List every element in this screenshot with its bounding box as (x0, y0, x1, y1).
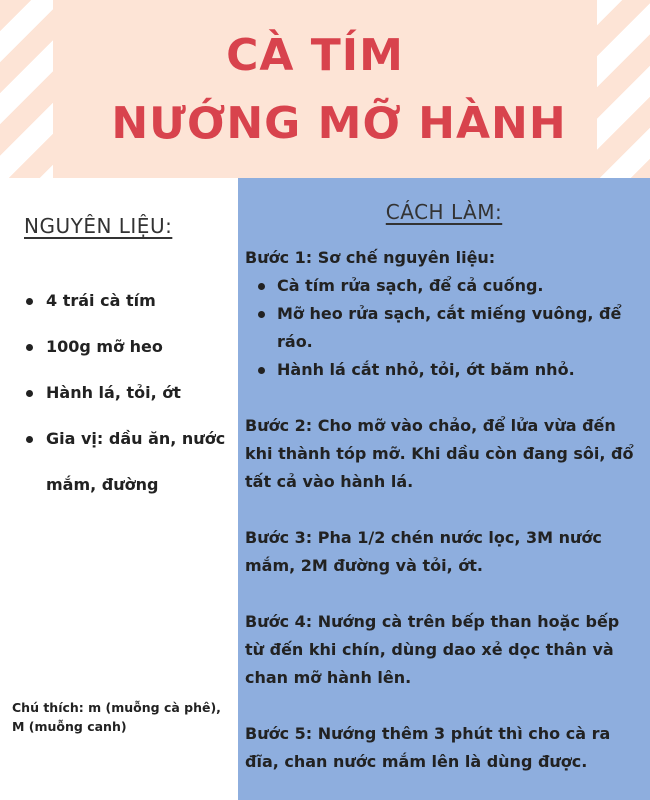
step-1-item (245, 356, 643, 384)
method-title: CÁCH LÀM: (385, 200, 503, 224)
ingredient-label: Hành lá, tỏi, ớt (46, 383, 181, 402)
footnote: Chú thích: m (muỗng cà phê), M (muỗng canh) (12, 700, 221, 734)
spacer (245, 496, 643, 524)
step-1-item-text: Mỡ heo rửa sạch, cắt miếng vuông, để ráo. (277, 304, 622, 351)
ingredient-label: Gia vị: dầu ăn, nước mắm, đường (46, 429, 226, 494)
step-3: Bước 3: Pha 1/2 chén nước lọc, 3M nước mắm, 2M đường và tỏi, ớt. (245, 528, 602, 575)
step-2: Bước 2: Cho mỡ vào chảo, để lửa vừa đến khi thành tóp mỡ. Khi dầu còn đang sôi, đổ tất cả vào hành lá. (245, 416, 634, 491)
ingredient-item (22, 324, 232, 370)
step-1-title: Bước 1: Sơ chế nguyên liệu: (245, 248, 496, 267)
step-4: Bước 4: Nướng cà trên bếp than hoặc bếp từ đến khi chín, dùng dao xẻ dọc thân và chan mỡ hành lên. (245, 612, 620, 687)
title-line-2: NƯỚNG MỠ HÀNH (111, 98, 567, 149)
bullet-icon (258, 283, 265, 290)
steps (245, 244, 643, 776)
header-panel (53, 0, 597, 178)
ingredients-title: NGUYÊN LIỆU: (24, 214, 173, 238)
method-column (238, 178, 650, 800)
bullet-icon (26, 390, 33, 397)
ingredient-label: 100g mỡ heo (46, 337, 163, 356)
spacer (245, 384, 643, 412)
bullet-icon (258, 311, 265, 318)
step-1-item-text: Cà tím rửa sạch, để cả cuống. (277, 276, 544, 295)
bullet-icon (26, 436, 33, 443)
ingredient-item (22, 278, 232, 324)
step-1-item-text: Hành lá cắt nhỏ, tỏi, ớt băm nhỏ. (277, 360, 575, 379)
step-1-list (245, 272, 643, 384)
ingredient-item (22, 416, 232, 508)
step-1-item (245, 272, 643, 300)
spacer (245, 580, 643, 608)
bullet-icon (26, 298, 33, 305)
step-5: Bước 5: Nướng thêm 3 phút thì cho cà ra đĩa, chan nước mắm lên là dùng được. (245, 724, 611, 771)
ingredients-list (22, 278, 232, 508)
ingredients-column (0, 178, 238, 800)
step-1-item (245, 300, 643, 356)
header (0, 0, 650, 178)
ingredient-label: 4 trái cà tím (46, 291, 156, 310)
title-line-1: CÀ TÍM (226, 30, 404, 81)
spacer (245, 692, 643, 720)
bullet-icon (26, 344, 33, 351)
ingredient-item (22, 370, 232, 416)
bullet-icon (258, 367, 265, 374)
